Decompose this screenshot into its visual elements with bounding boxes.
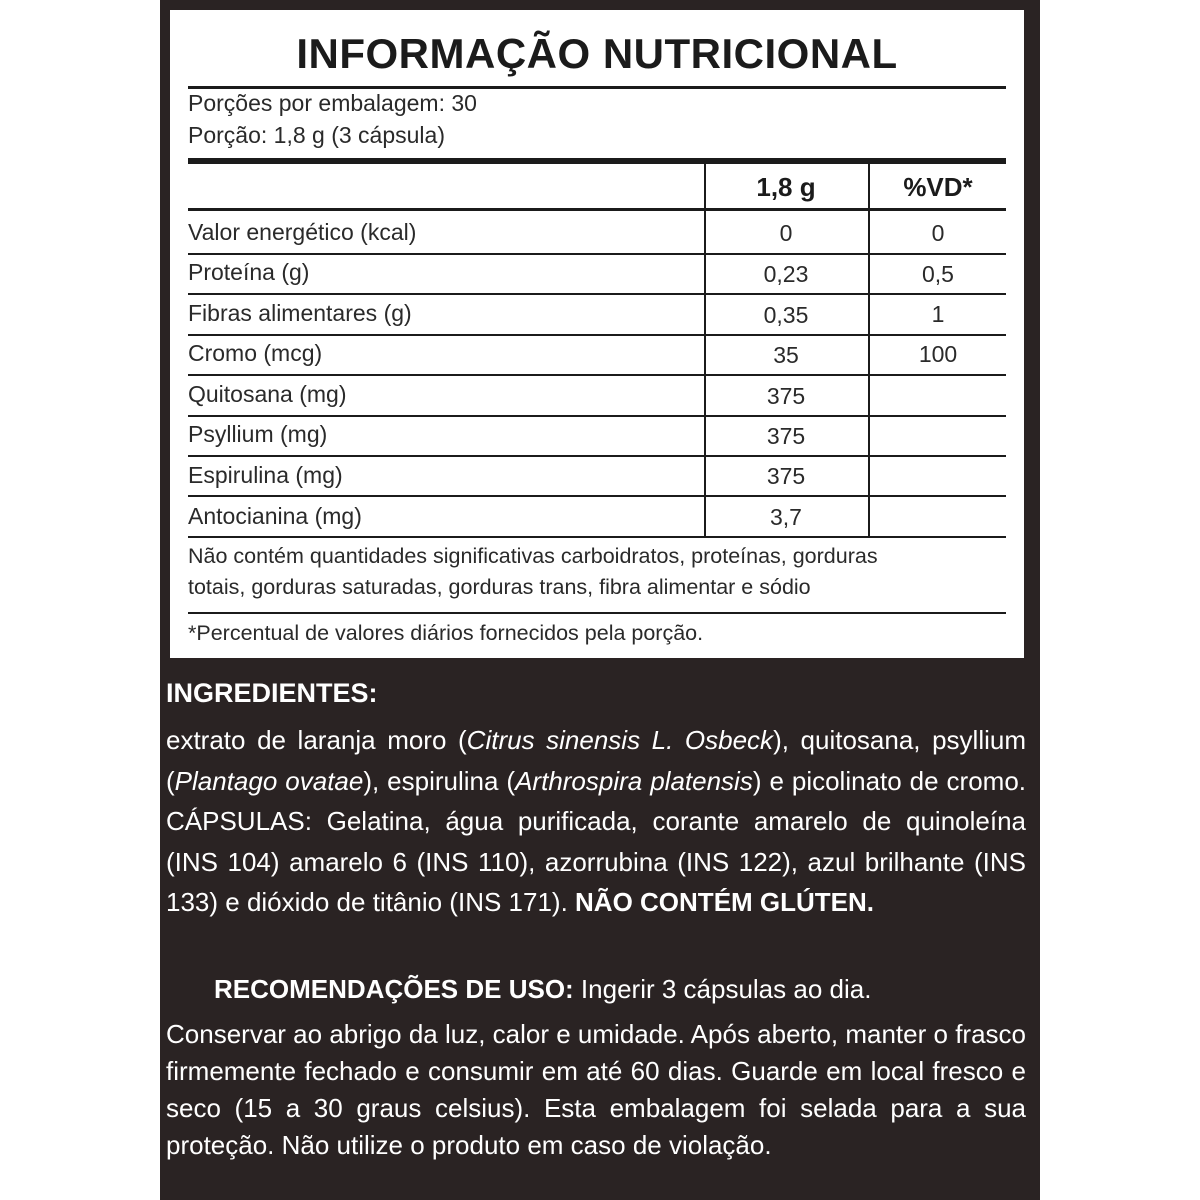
row-name: Antocianina (mg)	[188, 503, 362, 529]
header-vd: %VD*	[903, 172, 973, 202]
row-amount: 375	[766, 383, 806, 409]
ingredients-title: INGREDIENTES:	[166, 678, 378, 708]
not-contains-line: Não contém quantidades significativas carboidratos, proteínas, gorduras	[188, 544, 878, 568]
row-vd: 1	[931, 301, 945, 327]
row-amount: 375	[766, 463, 806, 489]
row-amount: 3,7	[770, 504, 802, 530]
row-vd: 100	[918, 341, 958, 367]
row-name: Espirulina (mg)	[188, 462, 343, 488]
divider	[188, 536, 1006, 538]
usage-text: Ingerir 3 cápsulas ao dia.	[573, 974, 872, 1004]
divider	[188, 374, 1006, 376]
ingredients-part: ), espirulina (	[363, 765, 516, 796]
row-name: Proteína (g)	[188, 259, 310, 285]
divider	[188, 415, 1006, 417]
row-amount: 0,35	[763, 302, 809, 328]
ingredients-scientific-name: Citrus sinensis L. Osbeck	[466, 725, 774, 755]
storage-instructions: Conservar ao abrigo da luz, calor e umidade. Após aberto, manter o frasco firmemente fechado e consumir em até 60 dias. Guarde em local fresco e seco (15 a 30 graus celsius). Esta embalagem foi selada para a sua proteção. Não utilize o produto em caso de violação.	[166, 1019, 1026, 1160]
serving-size: Porção: 1,8 g (3 cápsula)	[188, 122, 445, 148]
row-name: Valor energético (kcal)	[188, 219, 417, 245]
divider	[188, 612, 1006, 614]
row-amount: 375	[766, 423, 806, 449]
ingredients-part: ) e picolinato de cromo. CÁPSULAS: Gelatina, água purificada, corante amarelo de quinoleína (INS 104) amarelo 6 (INS 110), azorrubina (INS 122), azul brilhante (INS 133) e dióxido de titânio (INS 171).	[166, 765, 1027, 917]
row-vd: 0	[931, 220, 945, 246]
usage-label: RECOMENDAÇÕES DE USO:	[214, 974, 574, 1004]
product-label-panel	[160, 0, 1040, 1200]
header-amount: 1,8 g	[756, 172, 816, 202]
nutrition-title: INFORMAÇÃO NUTRICIONAL	[296, 30, 898, 77]
footnote: *Percentual de valores diários fornecidos pela porção.	[188, 621, 704, 645]
row-amount: 0,23	[763, 261, 809, 287]
row-name: Psyllium (mg)	[188, 421, 328, 447]
not-contains-line: totais, gorduras saturadas, gorduras trans, fibra alimentar e sódio	[188, 575, 811, 599]
row-vd: 0,5	[922, 261, 954, 287]
divider	[188, 253, 1006, 255]
divider	[188, 455, 1006, 457]
nutrition-facts-table	[170, 10, 1024, 658]
ingredients-part: ), quitosana, psyllium (	[166, 725, 1026, 796]
divider	[188, 86, 1006, 89]
divider	[188, 293, 1006, 295]
not-contains-note	[188, 541, 1008, 603]
gluten-warning: NÃO CONTÉM GLÚTEN.	[575, 887, 875, 917]
ingredients-scientific-name: Arthrospira platensis	[515, 765, 753, 796]
divider	[188, 495, 1006, 497]
servings-per-package: Porções por embalagem: 30	[188, 90, 477, 116]
divider	[188, 208, 1006, 211]
row-name: Fibras alimentares (g)	[188, 300, 412, 326]
row-amount: 35	[773, 342, 799, 368]
row-name: Cromo (mcg)	[188, 340, 323, 366]
ingredients-text	[166, 720, 1026, 960]
usage-recommendation	[214, 974, 871, 1005]
divider	[188, 334, 1006, 336]
divider	[188, 158, 1006, 164]
row-amount: 0	[779, 220, 793, 246]
ingredients-scientific-name: Plantago ovatae	[174, 765, 364, 796]
ingredients-part: extrato de laranja moro (	[166, 725, 467, 755]
row-name: Quitosana (mg)	[188, 381, 347, 407]
